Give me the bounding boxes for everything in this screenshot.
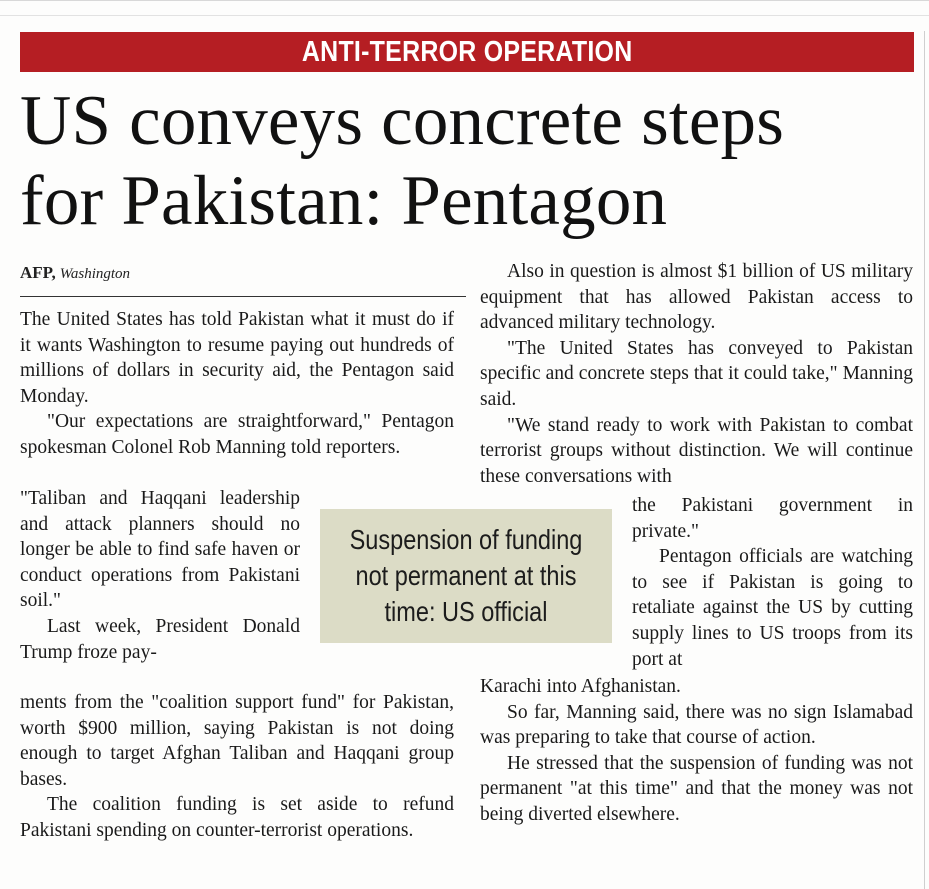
pull-quote-text <box>343 522 588 630</box>
pull-quote <box>320 509 612 643</box>
article-paragraph: He stressed that the suspension of funding was not permanent "at this time" and that the money was not being diverted elsewhere. <box>480 752 913 825</box>
article-paragraph: So far, Manning said, there was no sign Islamabad was preparing to take that course of action. <box>480 701 913 749</box>
article-paragraph: Karachi into Afghanistan. <box>480 676 681 697</box>
pull-quote-line-2: not permanent at this <box>355 560 577 591</box>
right-column-bottom <box>480 674 913 828</box>
right-column-narrow <box>632 493 913 672</box>
left-column-narrow <box>20 486 300 665</box>
section-kicker: ANTI-TERROR OPERATION <box>301 35 633 68</box>
headline-line-2: for Pakistan: Pentagon <box>20 162 668 240</box>
article-paragraph: "We stand ready to work with Pakistan to combat terrorist groups without distinction. We will continue these conversations with <box>480 414 913 487</box>
pull-quote-line-1: Suspension of funding <box>349 524 583 555</box>
top-edge-line <box>0 15 929 16</box>
article-paragraph: The coalition funding is set aside to refund Pakistani spending on counter-terrorist operations. <box>20 794 454 841</box>
byline <box>20 263 130 283</box>
byline-agency: AFP, <box>20 263 56 282</box>
article-paragraph: Last week, President Donald Trump froze pay- <box>20 615 300 663</box>
headline <box>20 81 920 241</box>
article-paragraph: Also in question is almost $1 billion of US military equipment that has allowed Pakistan access to advanced military technology. <box>480 261 913 334</box>
byline-rule <box>20 296 466 297</box>
article-paragraph: "Our expectations are straightforward," Pentagon spokesman Colonel Rob Manning told reporters. <box>20 411 454 458</box>
right-column-top <box>480 259 913 489</box>
section-kicker-bar <box>20 32 914 72</box>
article-paragraph: the Pakistani government in private." <box>632 495 913 542</box>
article-paragraph: "Taliban and Haqqani leadership and attack planners should no longer be able to find safe haven or conduct operations from Pakistani soil." <box>20 488 300 612</box>
headline-line-1: US conveys concrete steps <box>20 82 785 160</box>
pull-quote-line-3: time: US official <box>384 596 548 627</box>
article-paragraph: ments from the "coalition support fund" for Pakistan, worth $900 million, saying Pakistan is not doing enough to target Afghan Taliban and Haqqani group bases. <box>20 692 454 790</box>
left-column-bottom <box>20 690 454 844</box>
right-column-rule <box>924 31 925 889</box>
left-column-top <box>20 307 454 461</box>
article-paragraph: "The United States has conveyed to Pakistan specific and concrete steps that it could take," Manning said. <box>480 337 913 410</box>
article-paragraph: Pentagon officials are watching to see if Pakistan is going to retaliate against the US by cutting supply lines to US troops from its port at <box>632 546 913 670</box>
article-paragraph: The United States has told Pakistan what it must do if it wants Washington to resume paying out hundreds of millions of dollars in security aid, the Pentagon said Monday. <box>20 309 454 407</box>
byline-place: Washington <box>59 266 131 282</box>
